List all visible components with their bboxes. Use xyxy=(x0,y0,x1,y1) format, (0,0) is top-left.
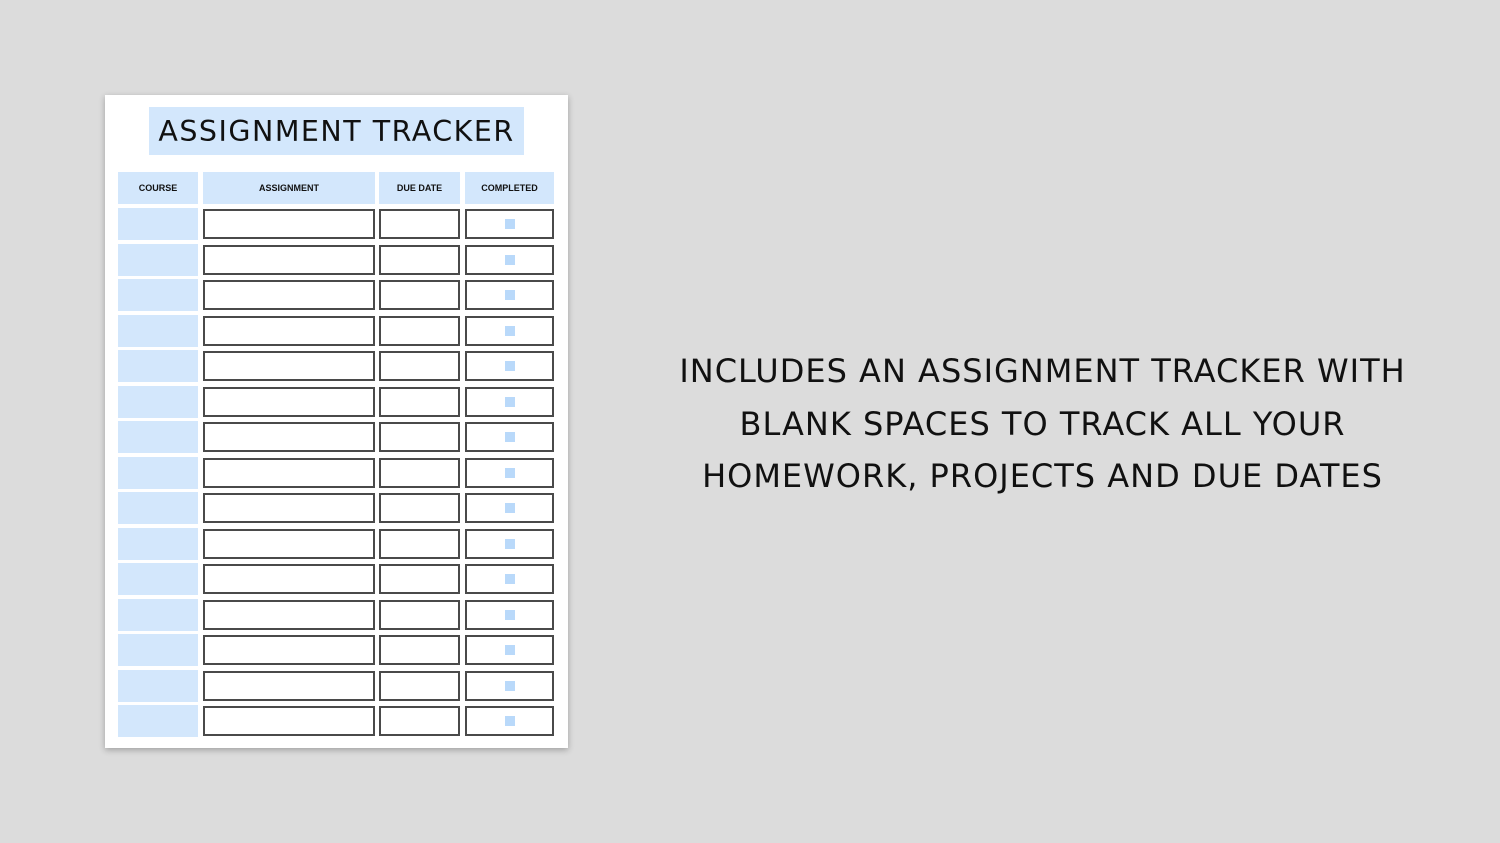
course-cell[interactable] xyxy=(118,315,198,347)
course-cell[interactable] xyxy=(118,244,198,276)
course-cell[interactable] xyxy=(118,634,198,666)
completed-checkbox[interactable] xyxy=(505,326,515,336)
assignment-field[interactable] xyxy=(203,671,375,701)
assignment-field[interactable] xyxy=(203,351,375,381)
course-cell[interactable] xyxy=(118,492,198,524)
due-date-field[interactable] xyxy=(379,280,460,310)
assignment-field[interactable] xyxy=(203,422,375,452)
tracker-title: ASSIGNMENT TRACKER xyxy=(158,114,515,148)
column-header-due-date: DUE DATE xyxy=(379,172,460,204)
assignment-field[interactable] xyxy=(203,387,375,417)
table-row xyxy=(105,208,568,240)
column-header-assignment: ASSIGNMENT xyxy=(203,172,375,204)
assignment-field[interactable] xyxy=(203,564,375,594)
completed-checkbox[interactable] xyxy=(505,432,515,442)
table-row xyxy=(105,457,568,489)
caption-line-1: INCLUDES AN ASSIGNMENT TRACKER WITH xyxy=(679,352,1406,390)
completed-checkbox[interactable] xyxy=(505,361,515,371)
due-date-field[interactable] xyxy=(379,635,460,665)
assignment-field[interactable] xyxy=(203,280,375,310)
course-cell[interactable] xyxy=(118,705,198,737)
caption-text xyxy=(640,345,1445,503)
table-row xyxy=(105,599,568,631)
table-row xyxy=(105,350,568,382)
assignment-field[interactable] xyxy=(203,209,375,239)
completed-checkbox[interactable] xyxy=(505,574,515,584)
due-date-field[interactable] xyxy=(379,706,460,736)
due-date-field[interactable] xyxy=(379,351,460,381)
completed-checkbox[interactable] xyxy=(505,681,515,691)
course-cell[interactable] xyxy=(118,528,198,560)
completed-cell xyxy=(465,458,554,488)
assignment-field[interactable] xyxy=(203,706,375,736)
title-highlight xyxy=(149,107,524,155)
completed-checkbox[interactable] xyxy=(505,610,515,620)
course-cell[interactable] xyxy=(118,208,198,240)
completed-cell xyxy=(465,245,554,275)
column-header-completed: COMPLETED xyxy=(465,172,554,204)
table-row xyxy=(105,705,568,737)
due-date-field[interactable] xyxy=(379,316,460,346)
completed-checkbox[interactable] xyxy=(505,290,515,300)
course-cell[interactable] xyxy=(118,279,198,311)
course-cell[interactable] xyxy=(118,386,198,418)
table-row xyxy=(105,634,568,666)
table-row xyxy=(105,670,568,702)
due-date-field[interactable] xyxy=(379,671,460,701)
assignment-field[interactable] xyxy=(203,635,375,665)
course-cell[interactable] xyxy=(118,563,198,595)
completed-cell xyxy=(465,387,554,417)
caption-line-3: HOMEWORK, PROJECTS AND DUE DATES xyxy=(702,457,1383,495)
completed-cell xyxy=(465,280,554,310)
caption-line-2: BLANK SPACES TO TRACK ALL YOUR xyxy=(739,404,1346,443)
completed-checkbox[interactable] xyxy=(505,539,515,549)
completed-cell xyxy=(465,422,554,452)
due-date-field[interactable] xyxy=(379,458,460,488)
completed-checkbox[interactable] xyxy=(505,716,515,726)
course-cell[interactable] xyxy=(118,457,198,489)
due-date-field[interactable] xyxy=(379,422,460,452)
assignment-field[interactable] xyxy=(203,600,375,630)
assignment-field[interactable] xyxy=(203,529,375,559)
completed-checkbox[interactable] xyxy=(505,219,515,229)
completed-cell xyxy=(465,635,554,665)
table-row xyxy=(105,528,568,560)
table-row xyxy=(105,244,568,276)
completed-checkbox[interactable] xyxy=(505,503,515,513)
completed-cell xyxy=(465,529,554,559)
completed-cell xyxy=(465,316,554,346)
assignment-field[interactable] xyxy=(203,458,375,488)
completed-checkbox[interactable] xyxy=(505,255,515,265)
due-date-field[interactable] xyxy=(379,209,460,239)
course-cell[interactable] xyxy=(118,599,198,631)
assignment-field[interactable] xyxy=(203,493,375,523)
table-row xyxy=(105,279,568,311)
completed-checkbox[interactable] xyxy=(505,468,515,478)
completed-cell xyxy=(465,564,554,594)
course-cell[interactable] xyxy=(118,350,198,382)
completed-cell xyxy=(465,351,554,381)
due-date-field[interactable] xyxy=(379,600,460,630)
completed-cell xyxy=(465,671,554,701)
course-cell[interactable] xyxy=(118,421,198,453)
due-date-field[interactable] xyxy=(379,387,460,417)
completed-cell xyxy=(465,706,554,736)
due-date-field[interactable] xyxy=(379,493,460,523)
course-cell[interactable] xyxy=(118,670,198,702)
table-row xyxy=(105,386,568,418)
completed-cell xyxy=(465,209,554,239)
table-row xyxy=(105,563,568,595)
completed-checkbox[interactable] xyxy=(505,645,515,655)
due-date-field[interactable] xyxy=(379,564,460,594)
completed-cell xyxy=(465,600,554,630)
table-row xyxy=(105,315,568,347)
tracker-sheet xyxy=(105,95,568,748)
assignment-field[interactable] xyxy=(203,245,375,275)
due-date-field[interactable] xyxy=(379,529,460,559)
assignment-field[interactable] xyxy=(203,316,375,346)
completed-cell xyxy=(465,493,554,523)
completed-checkbox[interactable] xyxy=(505,397,515,407)
table-row xyxy=(105,492,568,524)
due-date-field[interactable] xyxy=(379,245,460,275)
table-row xyxy=(105,421,568,453)
column-header-course: COURSE xyxy=(118,172,198,204)
